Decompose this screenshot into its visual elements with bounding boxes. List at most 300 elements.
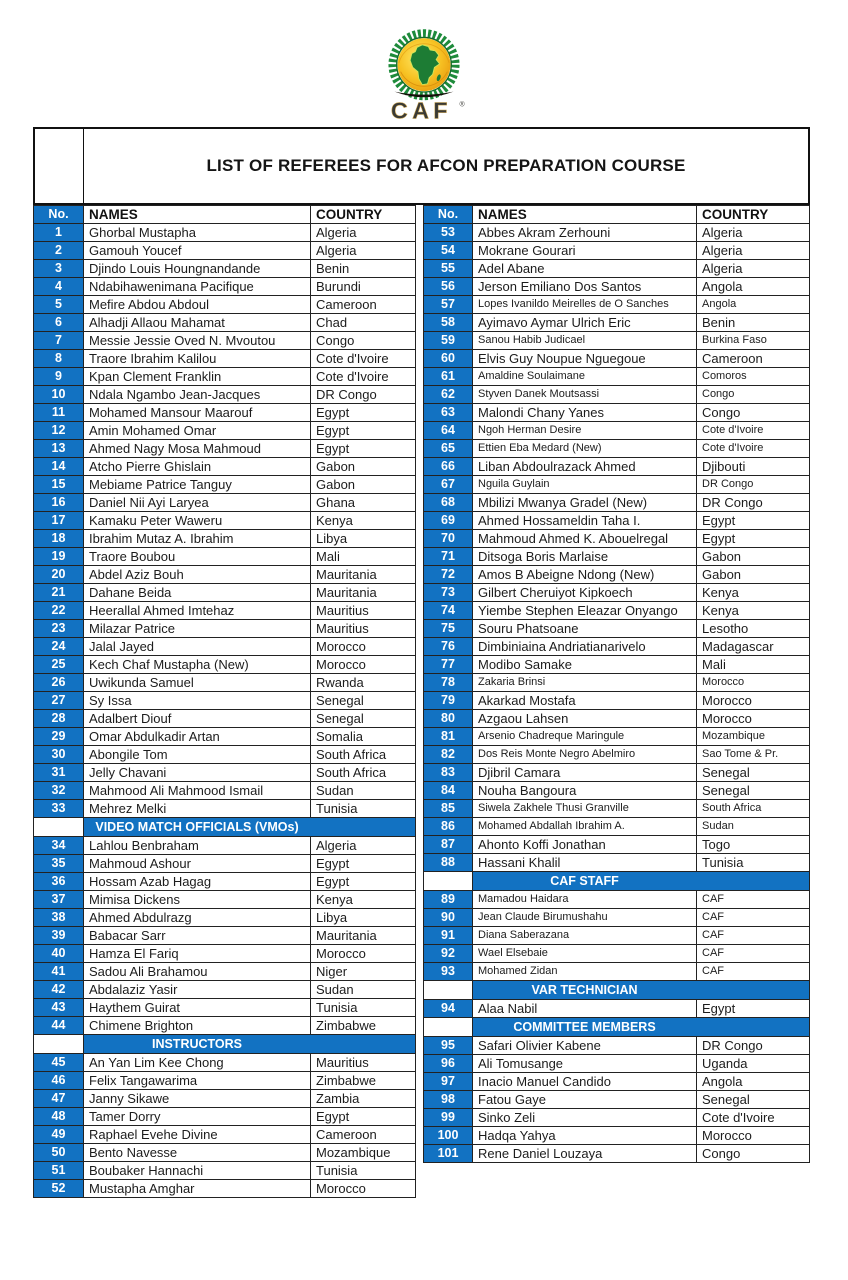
row-number-cell: 88: [424, 854, 473, 872]
table-row: [34, 1180, 416, 1198]
referee-name-cell: Ngoh Herman Desire: [473, 422, 697, 440]
referee-name-cell: Gilbert Cheruiyot Kipkoech: [473, 584, 697, 602]
caf-logo: [372, 28, 476, 124]
country-cell: Tunisia: [311, 1162, 416, 1180]
logo-registered-mark: ®: [459, 101, 465, 109]
country-cell: Egypt: [311, 440, 416, 458]
row-number-cell: 68: [424, 494, 473, 512]
row-number-cell: 59: [424, 332, 473, 350]
row-number-cell: 85: [424, 800, 473, 818]
section-header-row: [424, 1018, 810, 1037]
table-row: [424, 782, 810, 800]
referee-name-cell: Zakaria Brinsi: [473, 674, 697, 692]
row-number-cell: 24: [34, 638, 84, 656]
country-cell: Senegal: [697, 764, 810, 782]
country-cell: Morocco: [697, 710, 810, 728]
table-row: [424, 854, 810, 872]
table-row: [34, 224, 416, 242]
referee-name-cell: Jerson Emiliano Dos Santos: [473, 278, 697, 296]
row-number-cell: 27: [34, 692, 84, 710]
row-number-cell: 94: [424, 1000, 473, 1018]
table-row: [34, 855, 416, 873]
section-title-label: INSTRUCTORS: [151, 1037, 243, 1051]
country-cell: Egypt: [697, 1000, 810, 1018]
country-cell: Somalia: [311, 728, 416, 746]
country-cell: Senegal: [311, 710, 416, 728]
section-title-label: VIDEO MATCH OFFICIALS (VMOs): [95, 820, 299, 834]
country-cell: Uganda: [697, 1055, 810, 1073]
row-number-cell: 74: [424, 602, 473, 620]
country-cell: Congo: [311, 332, 416, 350]
referee-name-cell: Traore Boubou: [84, 548, 311, 566]
section-header-row: [34, 1035, 416, 1054]
country-cell: Congo: [697, 404, 810, 422]
row-number-cell: 82: [424, 746, 473, 764]
country-cell: Mozambique: [311, 1144, 416, 1162]
country-cell: Cote d'Ivoire: [311, 350, 416, 368]
table-row: [34, 999, 416, 1017]
referee-name-cell: Hassani Khalil: [473, 854, 697, 872]
table-row: [34, 891, 416, 909]
table-row: [424, 638, 810, 656]
section-header-row: [424, 872, 810, 891]
row-number-cell: 56: [424, 278, 473, 296]
country-cell: Egypt: [697, 512, 810, 530]
row-number-cell: 18: [34, 530, 84, 548]
referee-name-cell: Omar Abdulkadir Artan: [84, 728, 311, 746]
country-cell: Congo: [697, 386, 810, 404]
table-row: [424, 458, 810, 476]
referee-name-cell: Hossam Azab Hagag: [84, 873, 311, 891]
country-cell: Mali: [697, 656, 810, 674]
row-number-cell: 60: [424, 350, 473, 368]
referee-name-cell: Atcho Pierre Ghislain: [84, 458, 311, 476]
country-cell: Sudan: [697, 818, 810, 836]
referee-name-cell: Ahmed Hossameldin Taha I.: [473, 512, 697, 530]
referee-name-cell: Lopes Ivanildo Meirelles de O Sanches: [473, 296, 697, 314]
row-number-cell: 70: [424, 530, 473, 548]
referee-name-cell: Diana Saberazana: [473, 927, 697, 945]
referee-name-cell: Abdalaziz Yasir: [84, 981, 311, 999]
table-row: [424, 314, 810, 332]
row-number-cell: 33: [34, 800, 84, 818]
referee-name-cell: Janny Sikawe: [84, 1090, 311, 1108]
table-row: [34, 1162, 416, 1180]
referee-name-cell: Modibo Samake: [473, 656, 697, 674]
row-number-cell: 96: [424, 1055, 473, 1073]
row-number-cell: 9: [34, 368, 84, 386]
country-cell: Mauritania: [311, 566, 416, 584]
row-number-cell: 5: [34, 296, 84, 314]
referee-name-cell: Nguila Guylain: [473, 476, 697, 494]
table-row: [424, 332, 810, 350]
row-number-cell: 50: [34, 1144, 84, 1162]
country-cell: South Africa: [311, 764, 416, 782]
column-header-country: COUNTRY: [311, 206, 416, 224]
referee-name-cell: Adel Abane: [473, 260, 697, 278]
table-row: [34, 332, 416, 350]
section-title-cell: [473, 981, 810, 1000]
table-row: [424, 440, 810, 458]
table-row: [34, 602, 416, 620]
country-cell: Senegal: [697, 782, 810, 800]
table-row: [424, 818, 810, 836]
table-row: [424, 566, 810, 584]
referee-name-cell: Dos Reis Monte Negro Abelmiro: [473, 746, 697, 764]
table-row: [34, 1054, 416, 1072]
table-row: [424, 1109, 810, 1127]
referee-name-cell: Mamadou Haidara: [473, 891, 697, 909]
table-row: [34, 782, 416, 800]
country-cell: Egypt: [311, 1108, 416, 1126]
country-cell: Benin: [697, 314, 810, 332]
referee-name-cell: Tamer Dorry: [84, 1108, 311, 1126]
row-number-cell: 43: [34, 999, 84, 1017]
table-row: [424, 728, 810, 746]
country-cell: Algeria: [311, 837, 416, 855]
table-row: [424, 512, 810, 530]
referee-name-cell: Messie Jessie Oved N. Mvoutou: [84, 332, 311, 350]
country-cell: Morocco: [311, 1180, 416, 1198]
country-cell: Djibouti: [697, 458, 810, 476]
country-cell: Tunisia: [311, 999, 416, 1017]
table-row: [424, 260, 810, 278]
referee-name-cell: Abongile Tom: [84, 746, 311, 764]
row-number-cell: 89: [424, 891, 473, 909]
country-cell: Kenya: [697, 584, 810, 602]
table-row: [424, 800, 810, 818]
table-row: [34, 440, 416, 458]
row-number-cell: 55: [424, 260, 473, 278]
table-row: [424, 927, 810, 945]
row-number-cell: 67: [424, 476, 473, 494]
table-row: [34, 963, 416, 981]
table-row: [34, 746, 416, 764]
referee-name-cell: Arsenio Chadreque Maringule: [473, 728, 697, 746]
table-row: [424, 1127, 810, 1145]
country-cell: Cameroon: [311, 296, 416, 314]
row-number-cell: 97: [424, 1073, 473, 1091]
table-row: [34, 1072, 416, 1090]
row-number-cell: 4: [34, 278, 84, 296]
country-cell: Egypt: [311, 422, 416, 440]
country-cell: South Africa: [311, 746, 416, 764]
row-number-cell: 101: [424, 1145, 473, 1163]
table-row: [424, 602, 810, 620]
table-row: [424, 963, 810, 981]
country-cell: Senegal: [311, 692, 416, 710]
table-row: [34, 296, 416, 314]
table-row: [424, 494, 810, 512]
table-row: [34, 530, 416, 548]
table-row: [424, 476, 810, 494]
row-number-cell: 40: [34, 945, 84, 963]
row-number-cell: 36: [34, 873, 84, 891]
row-number-cell: 86: [424, 818, 473, 836]
referee-name-cell: Lahlou Benbraham: [84, 837, 311, 855]
table-row: [34, 422, 416, 440]
row-number-cell: 17: [34, 512, 84, 530]
table-row: [34, 909, 416, 927]
row-number-cell: 72: [424, 566, 473, 584]
country-cell: DR Congo: [311, 386, 416, 404]
referee-name-cell: Sinko Zeli: [473, 1109, 697, 1127]
table-row: [424, 656, 810, 674]
country-cell: Cote d'Ivoire: [311, 368, 416, 386]
referee-name-cell: Ettien Eba Medard (New): [473, 440, 697, 458]
referee-name-cell: Felix Tangawarima: [84, 1072, 311, 1090]
column-header-no: No.: [34, 206, 84, 224]
left-table-body: [34, 224, 416, 1198]
column-header-no: No.: [424, 206, 473, 224]
referee-name-cell: Ahmed Abdulrazg: [84, 909, 311, 927]
country-cell: Cote d'Ivoire: [697, 440, 810, 458]
table-row: [424, 710, 810, 728]
referee-name-cell: Adalbert Diouf: [84, 710, 311, 728]
country-cell: Benin: [311, 260, 416, 278]
row-number-cell: 35: [34, 855, 84, 873]
table-row: [34, 314, 416, 332]
row-number-cell: 1: [34, 224, 84, 242]
referee-name-cell: Bento Navesse: [84, 1144, 311, 1162]
row-number-cell: 75: [424, 620, 473, 638]
row-number-cell: 62: [424, 386, 473, 404]
table-header-row: [424, 206, 810, 224]
referee-name-cell: Traore Ibrahim Kalilou: [84, 350, 311, 368]
row-number-cell: 42: [34, 981, 84, 999]
table-row: [424, 692, 810, 710]
country-cell: Congo: [697, 1145, 810, 1163]
referee-name-cell: Wael Elsebaie: [473, 945, 697, 963]
table-row: [34, 1108, 416, 1126]
row-number-cell: 46: [34, 1072, 84, 1090]
referee-name-cell: Raphael Evehe Divine: [84, 1126, 311, 1144]
right-table-body: [424, 224, 810, 1163]
title-left-spacer-cell: [35, 129, 84, 203]
row-number-cell: 28: [34, 710, 84, 728]
referee-name-cell: Mimisa Dickens: [84, 891, 311, 909]
section-title-cell: [84, 818, 416, 837]
country-cell: Comoros: [697, 368, 810, 386]
referee-name-cell: Siwela Zakhele Thusi Granville: [473, 800, 697, 818]
section-title-cell: [84, 1035, 416, 1054]
country-cell: Algeria: [697, 242, 810, 260]
referee-name-cell: Liban Abdoulrazack Ahmed: [473, 458, 697, 476]
country-cell: Gabon: [311, 476, 416, 494]
referee-name-cell: Fatou Gaye: [473, 1091, 697, 1109]
country-cell: Angola: [697, 278, 810, 296]
table-row: [34, 512, 416, 530]
referee-name-cell: Souru Phatsoane: [473, 620, 697, 638]
column-header-names: NAMES: [84, 206, 311, 224]
table-row: [34, 260, 416, 278]
row-number-cell: 39: [34, 927, 84, 945]
row-number-cell: 76: [424, 638, 473, 656]
document-body: [33, 127, 810, 1198]
referee-name-cell: Mohamed Abdallah Ibrahim A.: [473, 818, 697, 836]
referee-name-cell: Hamza El Fariq: [84, 945, 311, 963]
table-row: [424, 1145, 810, 1163]
referee-name-cell: Amos B Abeigne Ndong (New): [473, 566, 697, 584]
country-cell: Kenya: [311, 512, 416, 530]
referee-name-cell: Jelly Chavani: [84, 764, 311, 782]
country-cell: Gabon: [697, 566, 810, 584]
country-cell: CAF: [697, 909, 810, 927]
table-row: [34, 1144, 416, 1162]
country-cell: Sudan: [311, 782, 416, 800]
referee-name-cell: Amaldine Soulaimane: [473, 368, 697, 386]
row-number-cell: 26: [34, 674, 84, 692]
row-number-cell: 34: [34, 837, 84, 855]
referee-name-cell: Kpan Clement Franklin: [84, 368, 311, 386]
country-cell: Morocco: [697, 674, 810, 692]
row-number-cell: 10: [34, 386, 84, 404]
row-number-cell: 25: [34, 656, 84, 674]
referee-name-cell: Abdel Aziz Bouh: [84, 566, 311, 584]
referee-name-cell: Mahmood Ali Mahmood Ismail: [84, 782, 311, 800]
row-number-cell: 16: [34, 494, 84, 512]
row-number-cell: 47: [34, 1090, 84, 1108]
table-row: [34, 692, 416, 710]
row-number-cell: 63: [424, 404, 473, 422]
country-cell: Egypt: [311, 873, 416, 891]
table-row: [34, 1017, 416, 1035]
row-number-cell: 61: [424, 368, 473, 386]
row-number-cell: 87: [424, 836, 473, 854]
country-cell: Morocco: [697, 692, 810, 710]
referee-name-cell: Nouha Bangoura: [473, 782, 697, 800]
row-number-cell: 99: [424, 1109, 473, 1127]
row-number-cell: 58: [424, 314, 473, 332]
table-row: [34, 620, 416, 638]
referee-name-cell: Azgaou Lahsen: [473, 710, 697, 728]
table-row: [424, 296, 810, 314]
table-row: [424, 836, 810, 854]
referee-name-cell: Jalal Jayed: [84, 638, 311, 656]
row-number-cell: 52: [34, 1180, 84, 1198]
country-cell: Niger: [311, 963, 416, 981]
row-number-cell: 57: [424, 296, 473, 314]
table-row: [424, 350, 810, 368]
referee-name-cell: Ghorbal Mustapha: [84, 224, 311, 242]
referee-name-cell: Rene Daniel Louzaya: [473, 1145, 697, 1163]
country-cell: Libya: [311, 909, 416, 927]
referee-name-cell: Elvis Guy Noupue Nguegoue: [473, 350, 697, 368]
country-cell: Mauritius: [311, 620, 416, 638]
country-cell: Mauritius: [311, 602, 416, 620]
table-row: [424, 746, 810, 764]
country-cell: Madagascar: [697, 638, 810, 656]
row-number-cell: 95: [424, 1037, 473, 1055]
row-number-cell: 98: [424, 1091, 473, 1109]
referee-name-cell: Uwikunda Samuel: [84, 674, 311, 692]
referee-name-cell: Alhadji Allaou Mahamat: [84, 314, 311, 332]
table-row: [34, 242, 416, 260]
table-row: [424, 1073, 810, 1091]
country-cell: Egypt: [697, 530, 810, 548]
country-cell: Mauritius: [311, 1054, 416, 1072]
referee-name-cell: Ndala Ngambo Jean-Jacques: [84, 386, 311, 404]
country-cell: Algeria: [697, 224, 810, 242]
country-cell: Tunisia: [311, 800, 416, 818]
referee-name-cell: Amin Mohamed Omar: [84, 422, 311, 440]
section-header-row: [34, 818, 416, 837]
referee-name-cell: Styven Danek Moutsassi: [473, 386, 697, 404]
row-number-cell: 21: [34, 584, 84, 602]
section-empty-number-cell: [34, 1035, 84, 1054]
row-number-cell: 22: [34, 602, 84, 620]
referee-name-cell: Malondi Chany Yanes: [473, 404, 697, 422]
table-row: [34, 566, 416, 584]
row-number-cell: 15: [34, 476, 84, 494]
row-number-cell: 20: [34, 566, 84, 584]
row-number-cell: 100: [424, 1127, 473, 1145]
country-cell: CAF: [697, 927, 810, 945]
table-row: [424, 242, 810, 260]
country-cell: Morocco: [311, 656, 416, 674]
referee-name-cell: Ahonto Koffi Jonathan: [473, 836, 697, 854]
row-number-cell: 29: [34, 728, 84, 746]
row-number-cell: 90: [424, 909, 473, 927]
table-row: [34, 837, 416, 855]
row-number-cell: 66: [424, 458, 473, 476]
country-cell: Togo: [697, 836, 810, 854]
row-number-cell: 45: [34, 1054, 84, 1072]
table-row: [424, 584, 810, 602]
referee-name-cell: Babacar Sarr: [84, 927, 311, 945]
country-cell: Chad: [311, 314, 416, 332]
country-cell: Mali: [311, 548, 416, 566]
table-row: [424, 674, 810, 692]
row-number-cell: 69: [424, 512, 473, 530]
table-row: [34, 927, 416, 945]
country-cell: Egypt: [311, 404, 416, 422]
table-row: [34, 584, 416, 602]
section-title-label: CAF STAFF: [550, 874, 619, 888]
row-number-cell: 44: [34, 1017, 84, 1035]
table-row: [424, 386, 810, 404]
section-title-cell: [473, 1018, 810, 1037]
country-cell: Libya: [311, 530, 416, 548]
country-cell: Angola: [697, 1073, 810, 1091]
country-cell: Zambia: [311, 1090, 416, 1108]
table-row: [34, 674, 416, 692]
referee-name-cell: Dimbiniaina Andriatianarivelo: [473, 638, 697, 656]
referee-name-cell: Mebiame Patrice Tanguy: [84, 476, 311, 494]
row-number-cell: 53: [424, 224, 473, 242]
country-cell: Zimbabwe: [311, 1072, 416, 1090]
country-cell: Algeria: [311, 242, 416, 260]
table-row: [34, 278, 416, 296]
country-cell: Burundi: [311, 278, 416, 296]
country-cell: Mozambique: [697, 728, 810, 746]
referee-name-cell: Hadqa Yahya: [473, 1127, 697, 1145]
table-row: [424, 224, 810, 242]
table-row: [34, 638, 416, 656]
table-row: [424, 1091, 810, 1109]
country-cell: Morocco: [311, 945, 416, 963]
table-row: [424, 530, 810, 548]
table-row: [424, 422, 810, 440]
row-number-cell: 77: [424, 656, 473, 674]
referee-name-cell: Jean Claude Birumushahu: [473, 909, 697, 927]
table-row: [424, 891, 810, 909]
row-number-cell: 73: [424, 584, 473, 602]
table-row: [424, 945, 810, 963]
country-cell: CAF: [697, 945, 810, 963]
referee-name-cell: Mefire Abdou Abdoul: [84, 296, 311, 314]
table-row: [34, 728, 416, 746]
